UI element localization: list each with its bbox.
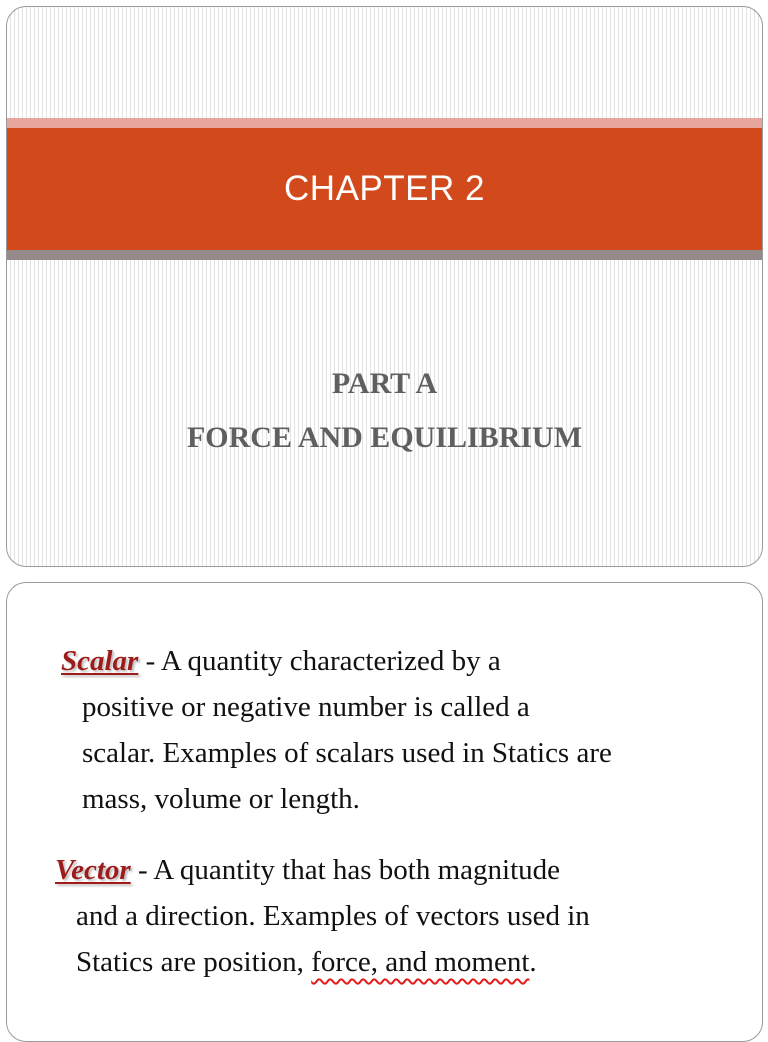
title-slide bbox=[6, 6, 763, 567]
accent-band-bottom bbox=[7, 250, 762, 260]
content-slide bbox=[6, 582, 763, 1042]
part-label: PART A bbox=[331, 367, 438, 400]
vector-definition-end: . bbox=[529, 946, 537, 978]
spellcheck-highlight: force, and moment bbox=[311, 946, 530, 978]
scalar-line-1 bbox=[61, 638, 501, 684]
accent-band-top bbox=[7, 118, 762, 128]
scalar-definition-4: mass, volume or length. bbox=[82, 783, 360, 815]
vector-line-3 bbox=[76, 939, 537, 985]
topic-title: FORCE AND EQUILIBRIUM bbox=[186, 421, 583, 454]
chapter-title: CHAPTER 2 bbox=[284, 169, 485, 208]
scalar-term: Scalar bbox=[61, 645, 139, 677]
vector-definition-1: - A quantity that has both magnitude bbox=[130, 854, 561, 886]
vector-definition-3: Statics are position, bbox=[76, 946, 312, 978]
scalar-definition-1: - A quantity characterized by a bbox=[138, 645, 501, 677]
vector-term: Vector bbox=[55, 854, 131, 886]
scalar-definition-3: scalar. Examples of scalars used in Statics are bbox=[82, 737, 612, 769]
vector-line-1 bbox=[55, 847, 560, 893]
vector-definition-2: and a direction. Examples of vectors used in bbox=[76, 900, 590, 932]
scalar-definition-2: positive or negative number is called a bbox=[82, 691, 530, 723]
